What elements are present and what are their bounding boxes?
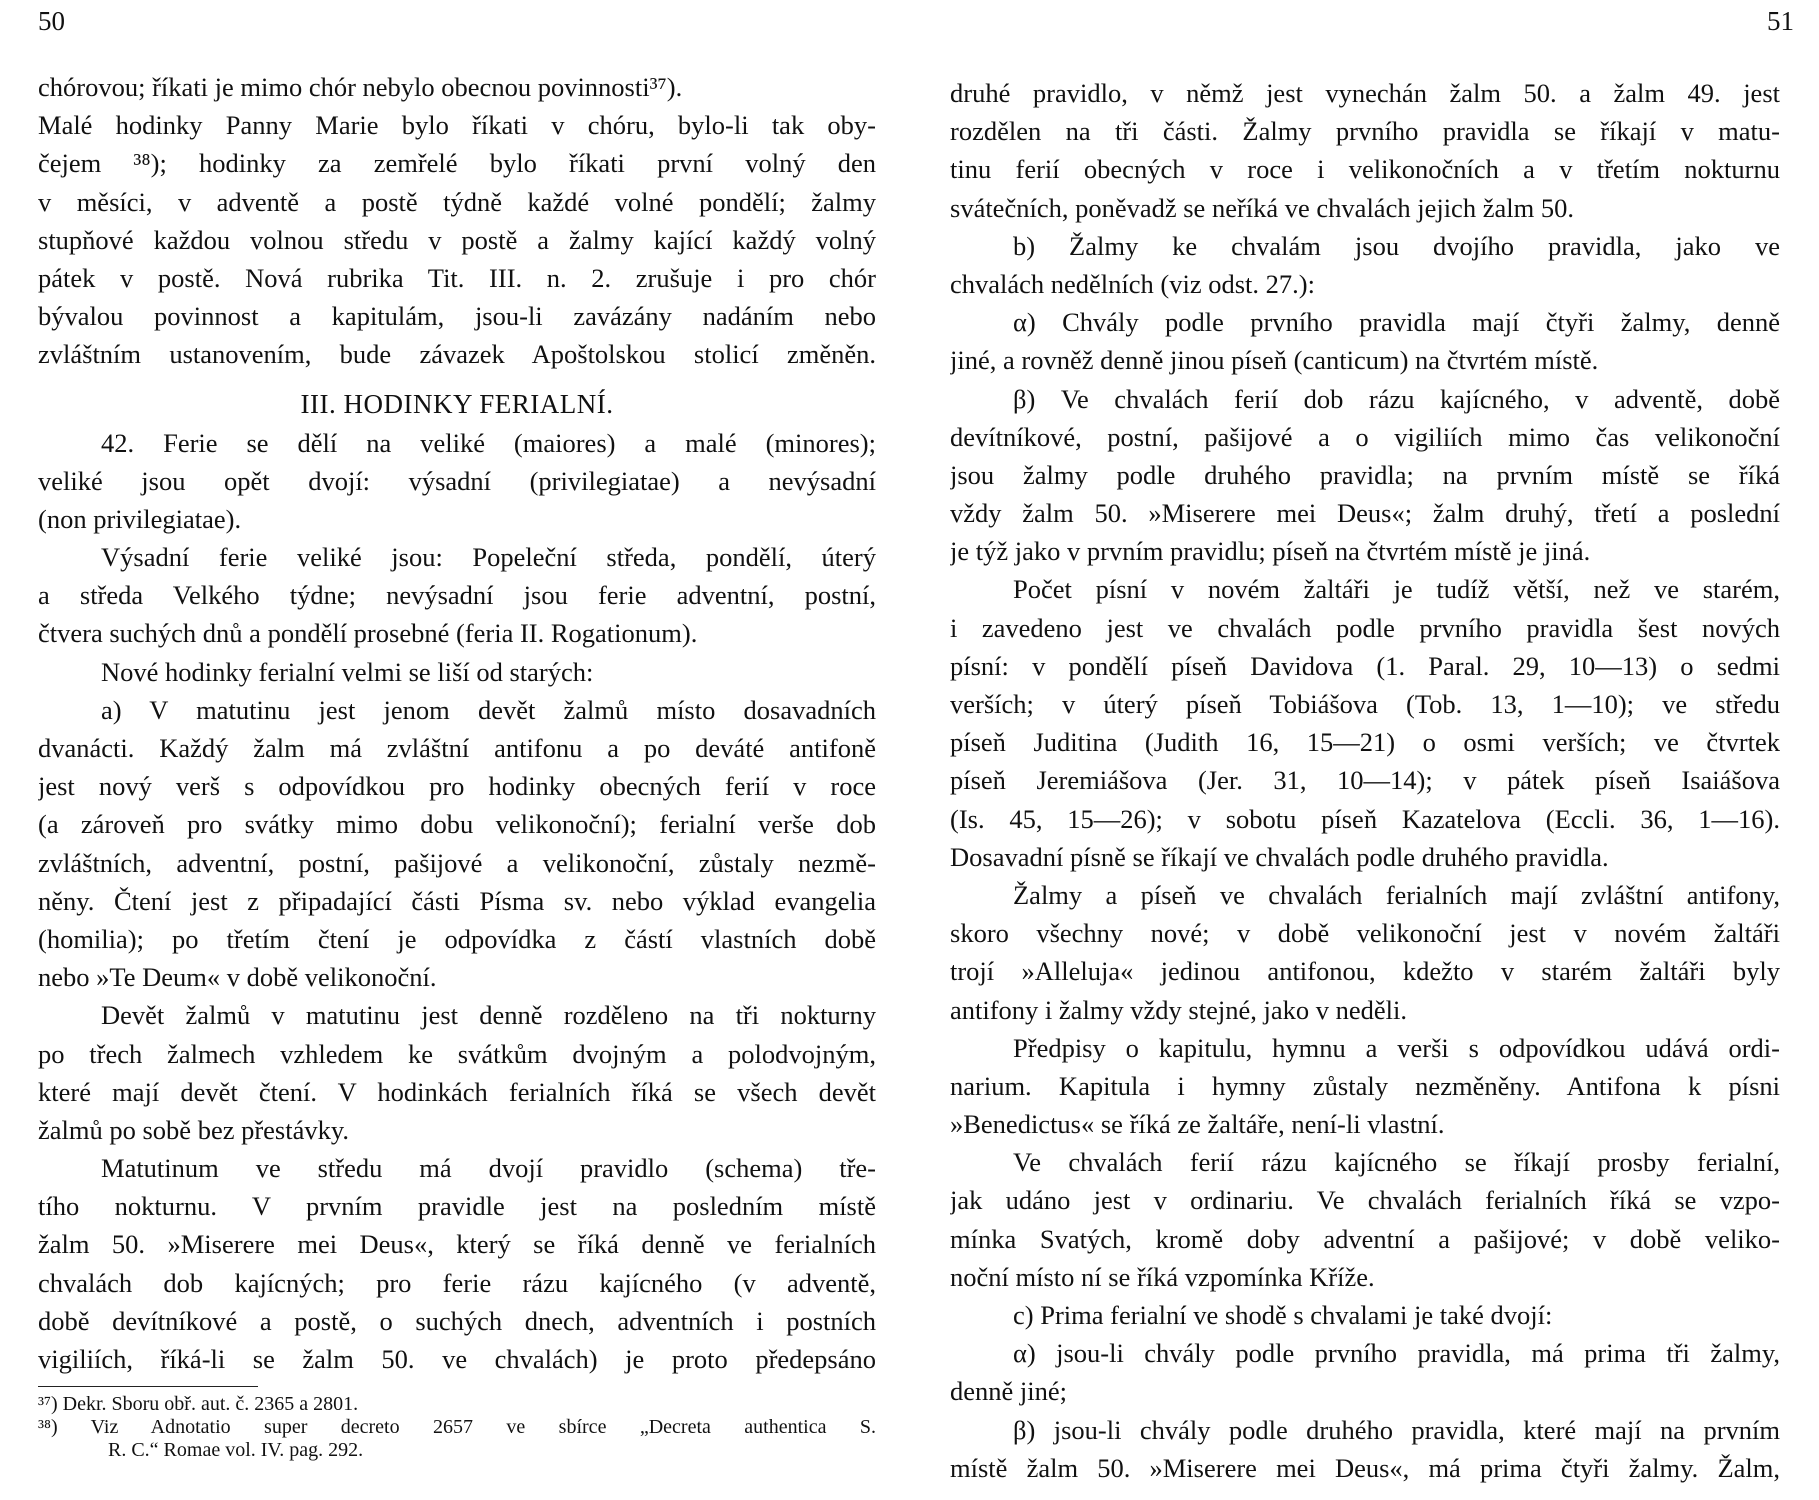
text-line: chvalách nedělních (viz odst. 27.):	[950, 268, 1315, 299]
text-line: žalmů po sobě bez přestávky.	[38, 1114, 350, 1145]
text-line: skoro všechny nové; v době velikonoční jest v novém žaltáři	[950, 918, 1780, 949]
text-line: stupňové každou volnou středu v postě a žalmy kající každý volný	[38, 224, 876, 255]
text-line: žalm 50. »Miserere mei Deus«, který se říká denně ve ferialních	[38, 1229, 876, 1260]
text-line: (a zároveň pro svátky mimo dobu velikonoční); ferialní verše dob	[38, 809, 876, 840]
text-line: (Is. 45, 15—26); v sobotu píseň Kazatelova (Eccli. 36, 1—16).	[950, 803, 1780, 834]
text-line: bývalou povinnost a kapitulám, jsou-li zavázány nadáním nebo	[38, 301, 876, 332]
text-line: »Benedictus« se říká ze žaltáře, není-li vlastní.	[950, 1109, 1445, 1140]
text-line: Malé hodinky Panny Marie bylo říkati v chóru, bylo-li tak oby-	[38, 110, 876, 141]
text-line: β) jsou-li chvály podle druhého pravidla, které mají na prvním	[1013, 1414, 1780, 1445]
text-line: rozdělen na tři části. Žalmy prvního pravidla se říkají v matu-	[950, 116, 1780, 147]
text-line: b) Žalmy ke chvalám jsou dvojího pravidla, jako ve	[1013, 230, 1780, 261]
left-page-body	[38, 68, 876, 1378]
text-line: jak udáno jest v ordinariu. Ve chvalách ferialních říká se vzpo-	[950, 1185, 1780, 1216]
text-line: (homilia); po třetím čtení je odpovídka z částí vlastních době	[38, 923, 876, 954]
text-line: narium. Kapitula i hymny zůstaly nezměněny. Antifona k písni	[950, 1070, 1780, 1101]
text-line: píseň Juditina (Judith 16, 15—21) o osmi verších; ve čtvrtek	[950, 727, 1780, 758]
footnote-rule	[38, 1386, 258, 1387]
text-line: čejem ³⁸); hodinky za zemřelé bylo říkati první volný den	[38, 148, 876, 179]
text-line: devítníkové, postní, pašijové a o vigiliích mimo čas velikonoční	[950, 421, 1780, 452]
text-line: něny. Čtení jest z připadající části Písma sv. nebo výklad evangelia	[38, 885, 876, 916]
text-line: čtvera suchých dnů a pondělí prosebné (feria II. Rogationum).	[38, 618, 698, 649]
text-line: tího nokturnu. V prvním pravidle jest na posledním místě	[38, 1191, 876, 1222]
text-line: vigiliích, říká-li se žalm 50. ve chvalách) je proto předepsáno	[38, 1344, 876, 1374]
text-line: α) jsou-li chvály podle prvního pravidla, má prima tři žalmy,	[1013, 1338, 1780, 1369]
left-page-number: 50	[38, 6, 65, 36]
right-page	[950, 74, 1780, 1487]
text-line: mínka Svatých, kromě doby adventní a pašijové; v době veliko-	[950, 1223, 1780, 1254]
section-heading: III. HODINKY FERIALNÍ.	[300, 388, 614, 419]
text-line: verších; v úterý píseň Tobiášova (Tob. 13, 1—10); ve středu	[950, 689, 1780, 719]
text-line: vždy žalm 50. »Miserere mei Deus«; žalm druhý, třetí a poslední	[950, 498, 1780, 529]
text-line: písní: v pondělí píseň Davidova (1. Paral. 29, 10—13) o sedmi	[950, 650, 1780, 681]
text-line: Žalmy a píseň ve chvalách ferialních mají zvláštní antifony,	[1013, 879, 1780, 910]
text-line: jiné, a rovněž denně jinou píseň (canticum) na čtvrtém místě.	[950, 345, 1599, 376]
text-line: chvalách dob kajícných; pro ferie rázu kajícného (v adventě,	[38, 1267, 876, 1298]
text-line: a) V matutinu jest jenom devět žalmů místo dosavadních	[101, 694, 876, 725]
text-line: svátečních, poněvadž se neříká ve chvalách jejich žalm 50.	[950, 192, 1574, 223]
text-line: i zavedeno jest ve chvalách podle prvního pravidla šest nových	[950, 612, 1780, 643]
text-line: Devět žalmů v matutinu jest denně rozděleno na tři nokturny	[101, 1000, 876, 1031]
text-line: a středa Velkého týdne; nevýsadní jsou ferie adventní, postní,	[38, 580, 876, 611]
text-line: chórovou; říkati je mimo chór nebylo obecnou povinnosti³⁷).	[38, 72, 683, 102]
text-line: zvláštním ustanovením, bude závazek Apoštolskou stolicí změněn.	[38, 339, 876, 370]
text-line: noční místo ní se říká vzpomínka Kříže.	[950, 1261, 1375, 1292]
footnote-38-cont: R. C.“ Romae vol. IV. pag. 292.	[108, 1439, 364, 1462]
text-line: 42. Ferie se dělí na veliké (maiores) a malé (minores);	[101, 427, 876, 458]
text-line: je týž jako v prvním pravidlu; píseň na čtvrtém místě je jiná.	[950, 536, 1591, 567]
text-line: veliké jsou opět dvojí: výsadní (privilegiatae) a nevýsadní	[38, 465, 876, 496]
text-line: jest nový verš s odpovídkou pro hodinky obecných ferií v roce	[38, 771, 876, 802]
text-line: trojí »Alleluja« jedinou antifonou, kdežto v starém žaltáři byly	[950, 956, 1780, 987]
text-line: Ve chvalách ferií rázu kajícného se říkají prosby ferialní,	[1013, 1147, 1780, 1178]
text-line: tinu ferií obecných v roce i velikonočních a v třetím nokturnu	[950, 154, 1780, 185]
text-line: antifony i žalmy vždy stejné, jako v neděli.	[950, 994, 1407, 1025]
text-line: místě žalm 50. »Miserere mei Deus«, má prima čtyři žalmy. Žalm,	[950, 1452, 1780, 1483]
text-line: dvanácti. Každý žalm má zvláštní antifonu a po deváté antifoně	[38, 733, 876, 763]
text-line: Matutinum ve středu má dvojí pravidlo (schema) tře-	[101, 1153, 876, 1184]
text-line: β) Ve chvalách ferií dob rázu kajícného, v adventě, době	[1013, 383, 1780, 414]
text-line: pátek v postě. Nová rubrika Tit. III. n. 2. zrušuje i pro chór	[38, 262, 876, 293]
text-line: c) Prima ferialní ve shodě s chvalami je také dvojí:	[1013, 1300, 1553, 1330]
left-page	[38, 68, 876, 1462]
text-line: píseň Jeremiášova (Jer. 31, 10—14); v pátek píseň Isaiášova	[950, 765, 1780, 796]
text-line: druhé pravidlo, v němž jest vynechán žalm 50. a žalm 49. jest	[950, 78, 1780, 108]
right-page-body	[950, 74, 1780, 1487]
text-line: po třech žalmech vzhledem ke svátkům dvojným a polodvojným,	[38, 1038, 876, 1069]
text-line: Počet písní v novém žaltáři je tudíž větší, než ve starém,	[1013, 574, 1780, 605]
text-line: jsou žalmy podle druhého pravidla; na prvním místě se říká	[950, 459, 1780, 490]
text-line: Nové hodinky ferialní velmi se liší od starých:	[101, 656, 594, 687]
footnote-37: ³⁷) Dekr. Sboru obř. aut. č. 2365 a 2801.	[38, 1393, 359, 1416]
text-line: zvláštních, adventní, postní, pašijové a velikonoční, zůstaly nezmě-	[38, 847, 876, 878]
right-page-number: 51	[1767, 6, 1794, 36]
text-line: které mají devět čtení. V hodinkách ferialních říká se všech devět	[38, 1076, 876, 1107]
text-line: nebo »Te Deum« v době velikonoční.	[38, 962, 437, 993]
text-line: denně jiné;	[950, 1376, 1067, 1407]
text-line: α) Chvály podle prvního pravidla mají čtyři žalmy, denně	[1013, 307, 1780, 338]
text-line: Výsadní ferie veliké jsou: Popeleční středa, pondělí, úterý	[101, 542, 876, 573]
footnotes	[38, 1393, 876, 1462]
text-line: době devítníkové a postě, o suchých dnech, adventních i postních	[38, 1305, 876, 1336]
text-line: v měsíci, v adventě a postě týdně každé volné pondělí; žalmy	[38, 186, 876, 217]
text-line: Dosavadní písně se říkají ve chvalách podle druhého pravidla.	[950, 841, 1609, 872]
text-line: (non privilegiatae).	[38, 503, 242, 534]
text-line: Předpisy o kapitulu, hymnu a verši s odpovídkou udává ordi-	[1013, 1032, 1780, 1063]
footnote-38: ³⁸) Viz Adnotatio super decreto 2657 ve sbírce „Decreta authentica S.	[38, 1416, 876, 1439]
